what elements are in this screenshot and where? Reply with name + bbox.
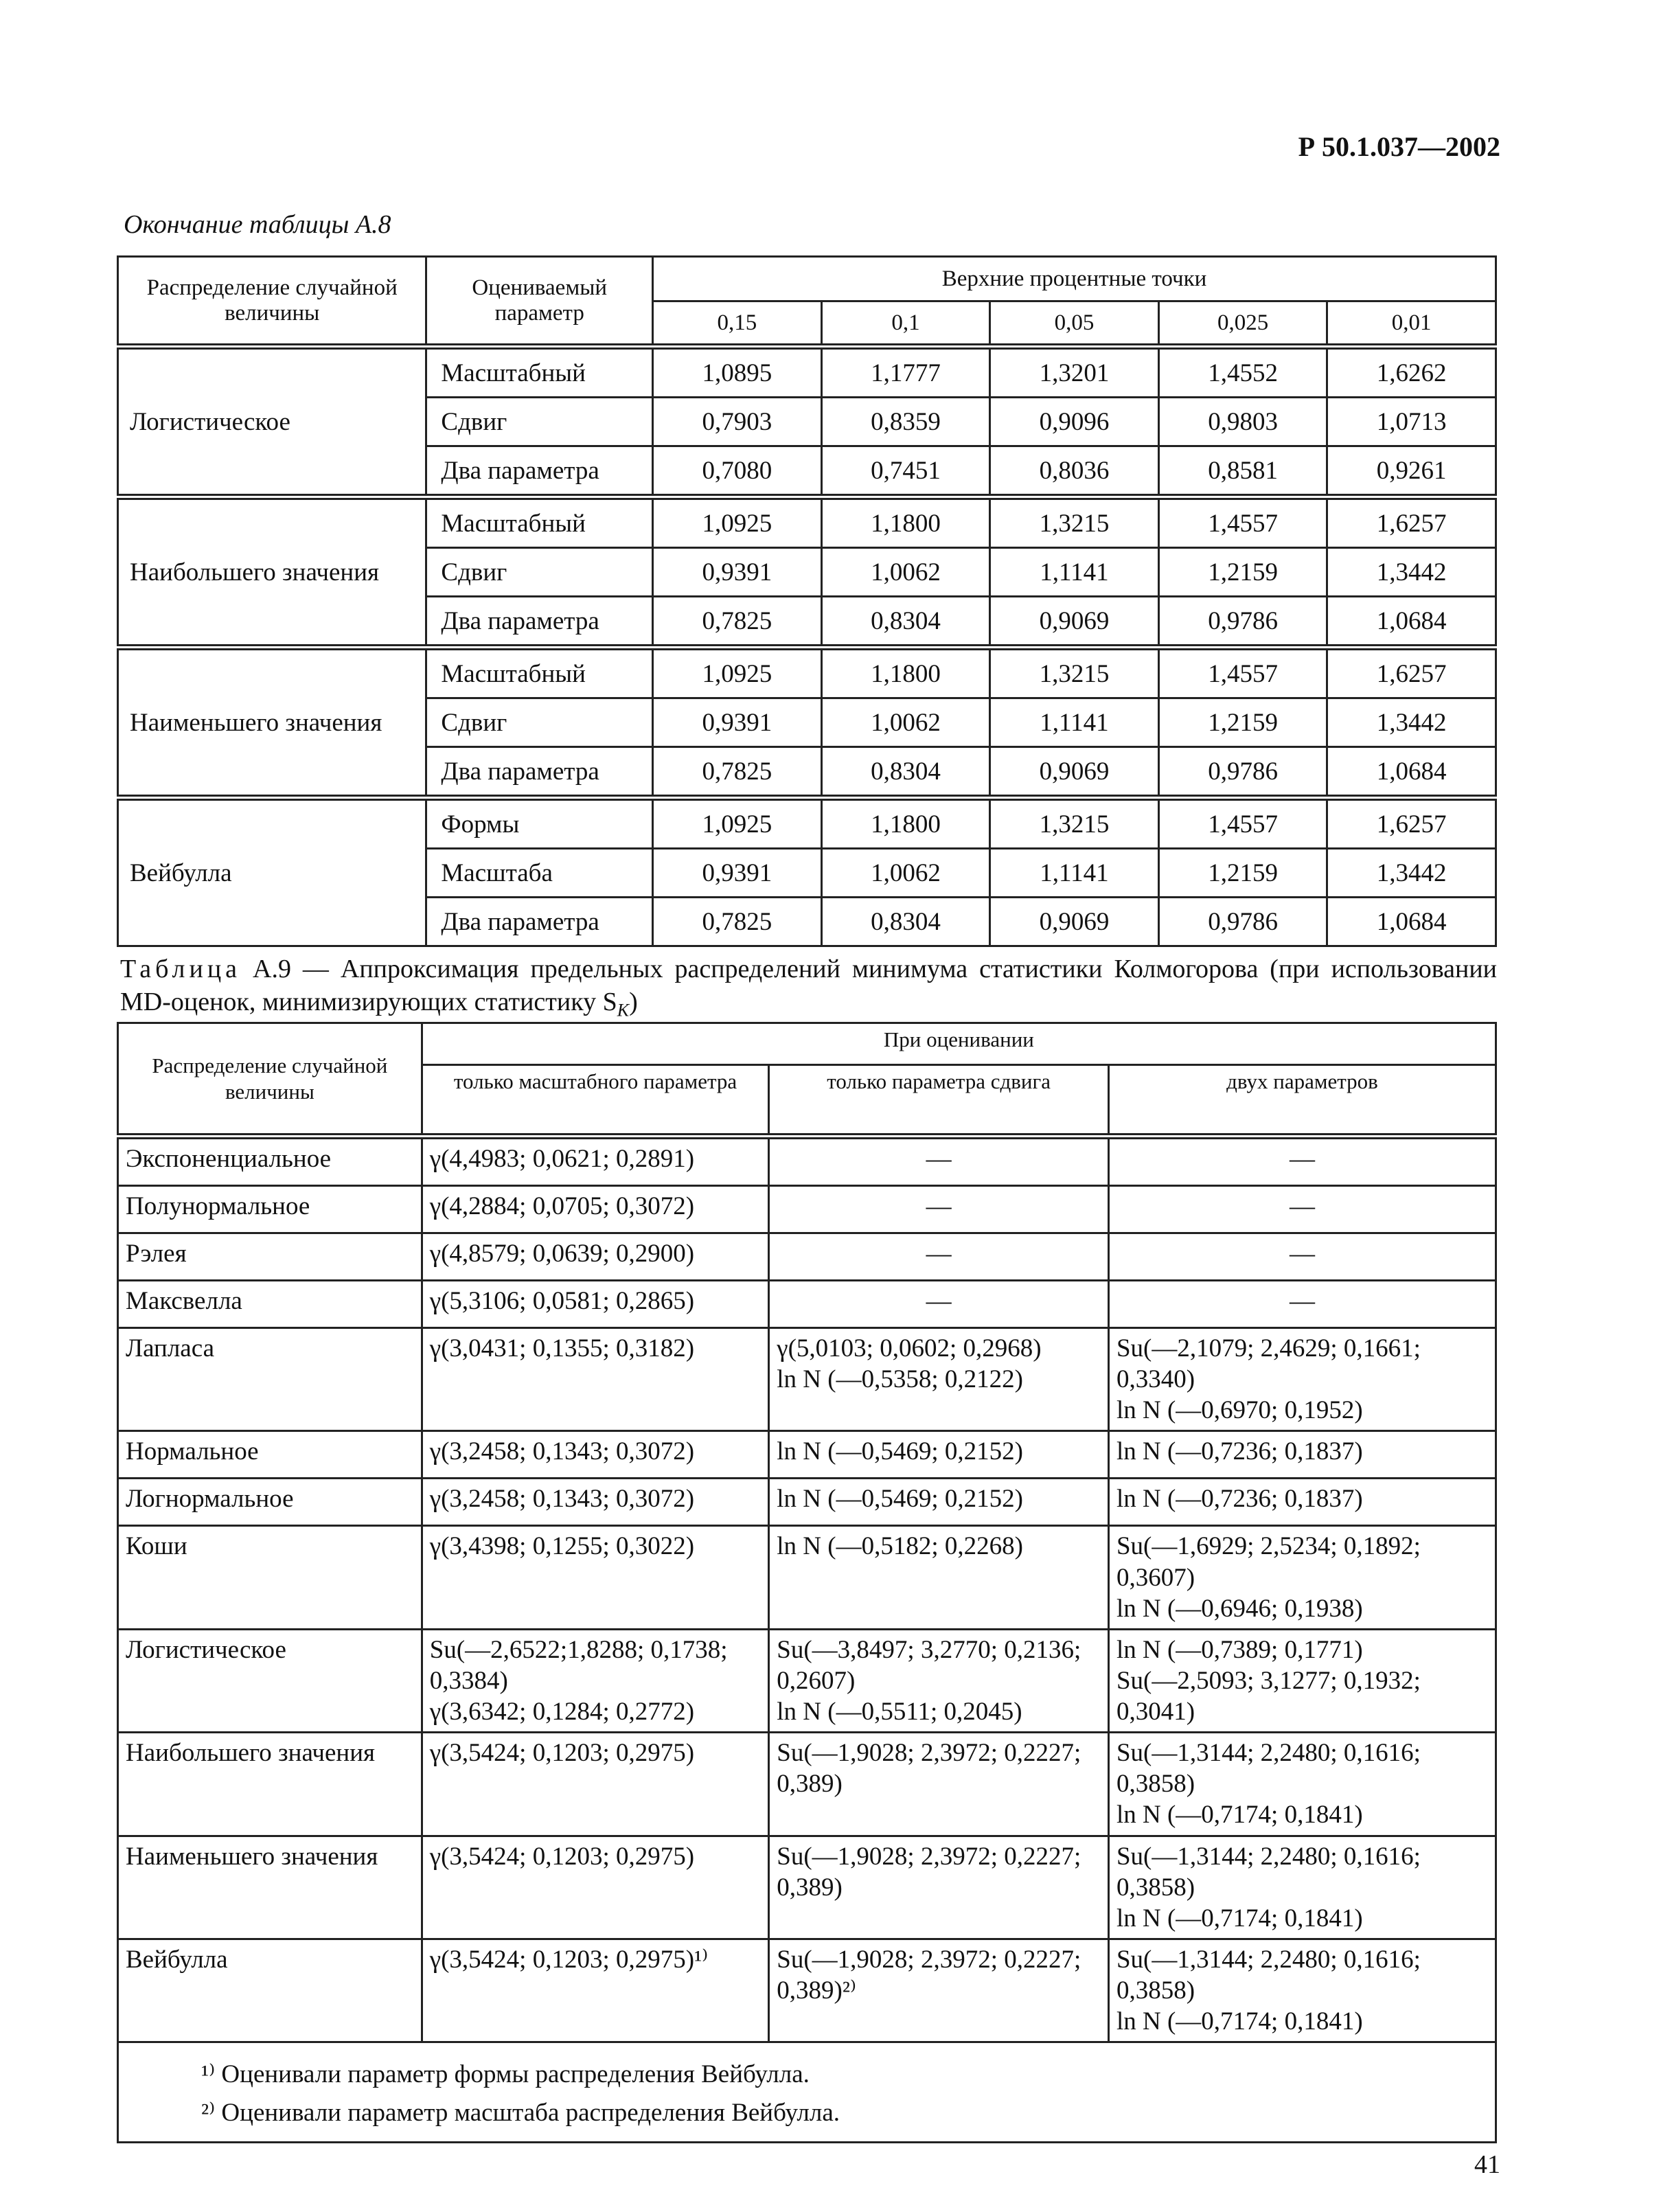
cell-line: Su(—1,9028; 2,3972; 0,2227; [777,1739,1081,1768]
two-cell [1108,1328,1496,1431]
distribution-cell: Вейбулла [118,1939,422,2042]
value-cell: 0,9391 [653,698,822,747]
table-row [118,1733,1496,1836]
value-cell: 0,9786 [1158,747,1327,798]
distribution-cell: Экспоненциальное [118,1137,422,1186]
value-cell: 1,4557 [1158,798,1327,849]
header-percent-points: Верхние процентные точки [653,257,1496,301]
cell-line: Su(—1,9028; 2,3972; 0,2227; [777,1945,1081,1974]
table-a9-caption [120,953,1497,1022]
distribution-cell: Полунормальное [118,1186,422,1233]
shift-cell [769,1186,1109,1233]
header-level: 0,1 [821,301,990,347]
value-cell: 0,9391 [653,548,822,597]
cell-line: Su(—1,3144; 2,2480; 0,1616; [1116,1945,1421,1974]
scale-cell [422,1431,769,1479]
value-cell: 1,0684 [1327,747,1496,798]
scale-cell [422,1328,769,1431]
distribution-cell: Логистическое [118,1629,422,1732]
distribution-cell: Рэлея [118,1233,422,1281]
two-cell [1108,1186,1496,1233]
header-level: 0,05 [990,301,1159,347]
cell-line: γ(4,4983; 0,0621; 0,2891) [429,1145,695,1173]
cell-line: — [1289,1240,1315,1268]
value-cell: 0,9391 [653,849,822,898]
parameter-cell: Сдвиг [426,698,653,747]
cell-line: γ(3,2458; 0,1343; 0,3072) [429,1437,695,1466]
cell-line: 0,389) [777,1873,843,1902]
header-estimation: При оценивании [422,1023,1496,1065]
cell-line: ln N (—0,5358; 0,2122) [777,1365,1023,1394]
cell-line: ln N (—0,5469; 0,2152) [777,1485,1023,1514]
shift-cell [769,1733,1109,1836]
caption-label: Таблица [120,955,242,983]
value-cell: 1,0925 [653,798,822,849]
value-cell: 1,2159 [1158,698,1327,747]
value-cell: 1,0925 [653,648,822,698]
cell-line: ln N (—0,7174; 0,1841) [1116,1801,1363,1829]
table-row [118,1939,1496,2042]
value-cell: 1,0895 [653,347,822,398]
scale-cell [422,1281,769,1328]
value-cell: 0,9786 [1158,597,1327,648]
value-cell: 1,0062 [821,548,990,597]
value-cell: 0,8581 [1158,446,1327,497]
parameter-cell: Масштаба [426,849,653,898]
cell-line: Su(—2,1079; 2,4629; 0,1661; [1116,1334,1421,1362]
shift-cell [769,1137,1109,1186]
two-cell [1108,1733,1496,1836]
cell-line: γ(3,6342; 0,1284; 0,2772) [429,1698,695,1726]
value-cell: 1,3215 [990,497,1159,548]
value-cell: 0,7825 [653,597,822,648]
shift-cell [769,1328,1109,1431]
value-cell: 1,0684 [1327,898,1496,946]
value-cell: 0,7080 [653,446,822,497]
cell-line: 0,389)²⁾ [777,1976,857,2005]
cell-line: Su(—1,6929; 2,5234; 0,1892; [1116,1532,1421,1561]
page-number: 41 [1474,2150,1500,2179]
cell-line: ln N (—0,7236; 0,1837) [1116,1485,1363,1514]
cell-line: γ(3,0431; 0,1355; 0,3182) [429,1334,695,1362]
document-code: Р 50.1.037—2002 [1298,131,1500,162]
scale-cell [422,1733,769,1836]
table-a8 [117,255,1497,947]
cell-line: ln N (—0,7174; 0,1841) [1116,2007,1363,2036]
table-row [118,648,1496,698]
footnote: ²⁾ Оценивали параметр масштаба распределения Вейбулла. [201,2098,840,2127]
value-cell: 1,4552 [1158,347,1327,398]
cell-line: ln N (—0,5511; 0,2045) [777,1698,1022,1726]
caption-close: ) [629,987,638,1016]
scale-cell [422,1939,769,2042]
cell-line: Su(—3,8497; 3,2770; 0,2136; [777,1635,1081,1664]
cell-line: — [926,1192,952,1220]
shift-cell [769,1479,1109,1526]
two-cell [1108,1526,1496,1629]
value-cell: 1,3442 [1327,548,1496,597]
value-cell: 0,9069 [990,898,1159,946]
value-cell: 1,3215 [990,648,1159,698]
footnote: ¹⁾ Оценивали параметр формы распределения Вейбулла. [201,2060,810,2089]
value-cell: 1,0684 [1327,597,1496,648]
cell-line: 0,3858) [1116,1770,1195,1799]
table-row [118,1431,1496,1479]
value-cell: 0,8304 [821,597,990,648]
value-cell: 0,8359 [821,398,990,446]
two-cell [1108,1939,1496,2042]
parameter-cell: Формы [426,798,653,849]
value-cell: 1,6257 [1327,648,1496,698]
header-shift-only: только параметра сдвига [769,1065,1109,1137]
table-row [118,1629,1496,1732]
cell-line: ln N (—0,7389; 0,1771) [1116,1635,1363,1664]
value-cell: 1,6257 [1327,497,1496,548]
cell-line: — [926,1240,952,1268]
cell-line: 0,3384) [429,1666,508,1695]
value-cell: 1,0925 [653,497,822,548]
value-cell: 0,9069 [990,597,1159,648]
cell-line: γ(5,3106; 0,0581; 0,2865) [429,1287,695,1315]
cell-line: ln N (—0,7174; 0,1841) [1116,1904,1363,1932]
cell-line: 0,3340) [1116,1365,1195,1394]
table-row [118,497,1496,548]
cell-line: γ(4,8579; 0,0639; 0,2900) [429,1240,695,1268]
parameter-cell: Два параметра [426,747,653,798]
cell-line: Su(—1,3144; 2,2480; 0,1616; [1116,1739,1421,1768]
header-scale-only: только масштабного параметра [422,1065,769,1137]
distribution-cell: Наибольшего значения [118,497,426,648]
cell-line: 0,3041) [1116,1698,1195,1726]
distribution-cell: Максвелла [118,1281,422,1328]
parameter-cell: Масштабный [426,648,653,698]
value-cell: 0,8304 [821,898,990,946]
parameter-cell: Два параметра [426,597,653,648]
value-cell: 0,7825 [653,747,822,798]
cell-line: ln N (—0,6946; 0,1938) [1116,1594,1363,1623]
parameter-cell: Два параметра [426,446,653,497]
cell-line: γ(3,5424; 0,1203; 0,2975)¹⁾ [429,1945,709,1974]
distribution-cell: Наименьшего значения [118,648,426,798]
value-cell: 1,4557 [1158,497,1327,548]
two-cell [1108,1233,1496,1281]
cell-line: ln N (—0,6970; 0,1952) [1116,1396,1363,1425]
table-row [118,347,1496,398]
header-level: 0,15 [653,301,822,347]
table-row [118,1233,1496,1281]
table-footnotes [118,2042,1496,2143]
value-cell: 0,7451 [821,446,990,497]
header-distribution: Распределение случайной величины [118,257,426,347]
value-cell: 1,0062 [821,698,990,747]
value-cell: 1,1800 [821,648,990,698]
cell-line: Su(—1,9028; 2,3972; 0,2227; [777,1842,1081,1871]
distribution-cell: Нормальное [118,1431,422,1479]
two-cell [1108,1836,1496,1939]
cell-line: — [926,1287,952,1315]
cell-line: γ(3,4398; 0,1255; 0,3022) [429,1532,695,1561]
caption-number: А.9 [253,955,291,983]
two-cell [1108,1431,1496,1479]
value-cell: 1,2159 [1158,849,1327,898]
header-two-params: двух параметров [1108,1065,1496,1137]
header-level: 0,025 [1158,301,1327,347]
table-row [118,798,1496,849]
value-cell: 1,1800 [821,798,990,849]
value-cell: 1,3215 [990,798,1159,849]
distribution-cell: Вейбулла [118,798,426,946]
value-cell: 1,1141 [990,698,1159,747]
cell-line: Su(—2,6522;1,8288; 0,1738; [429,1635,728,1664]
shift-cell [769,1526,1109,1629]
cell-line: γ(3,5424; 0,1203; 0,2975) [429,1842,695,1871]
cell-line: — [1289,1287,1315,1315]
shift-cell [769,1233,1109,1281]
value-cell: 1,1141 [990,548,1159,597]
cell-line: 0,2607) [777,1666,856,1695]
two-cell [1108,1281,1496,1328]
scale-cell [422,1526,769,1629]
two-cell [1108,1479,1496,1526]
distribution-cell: Лапласа [118,1328,422,1431]
shift-cell [769,1281,1109,1328]
table-row [118,1479,1496,1526]
shift-cell [769,1629,1109,1732]
value-cell: 1,1777 [821,347,990,398]
cell-line: — [1289,1145,1315,1173]
cell-line: 0,389) [777,1770,843,1799]
scale-cell [422,1137,769,1186]
value-cell: 1,3442 [1327,849,1496,898]
parameter-cell: Сдвиг [426,548,653,597]
distribution-cell: Наибольшего значения [118,1733,422,1836]
caption-subscript: K [617,1000,630,1021]
two-cell [1108,1629,1496,1732]
cell-line: 0,3607) [1116,1563,1195,1592]
continuation-caption: Окончание таблицы А.8 [124,210,391,239]
table-row [118,1526,1496,1629]
cell-line: γ(3,5424; 0,1203; 0,2975) [429,1739,695,1768]
value-cell: 0,9069 [990,747,1159,798]
value-cell: 1,3442 [1327,698,1496,747]
value-cell: 1,3201 [990,347,1159,398]
cell-line: Su(—1,3144; 2,2480; 0,1616; [1116,1842,1421,1871]
value-cell: 1,0713 [1327,398,1496,446]
cell-line: ln N (—0,5469; 0,2152) [777,1437,1023,1466]
header-distribution: Распределение случайной величины [118,1023,422,1137]
header-parameter: Оцениваемый параметр [426,257,653,347]
cell-line: 0,3858) [1116,1873,1195,1902]
distribution-cell: Наименьшего значения [118,1836,422,1939]
value-cell: 1,6257 [1327,798,1496,849]
table-row [118,1186,1496,1233]
cell-line: — [926,1145,952,1173]
cell-line: γ(4,2884; 0,0705; 0,3072) [429,1192,695,1220]
table-row [118,1836,1496,1939]
parameter-cell: Сдвиг [426,398,653,446]
scale-cell [422,1836,769,1939]
scale-cell [422,1186,769,1233]
value-cell: 0,7903 [653,398,822,446]
value-cell: 0,9803 [1158,398,1327,446]
shift-cell [769,1939,1109,2042]
cell-line: γ(3,2458; 0,1343; 0,3072) [429,1485,695,1514]
distribution-cell: Логнормальное [118,1479,422,1526]
cell-line: ln N (—0,7236; 0,1837) [1116,1437,1363,1466]
value-cell: 1,1141 [990,849,1159,898]
value-cell: 1,4557 [1158,648,1327,698]
value-cell: 0,8304 [821,747,990,798]
cell-line: Su(—2,5093; 3,1277; 0,1932; [1116,1666,1421,1695]
cell-line: 0,3858) [1116,1976,1195,2005]
value-cell: 1,2159 [1158,548,1327,597]
table-row [118,1281,1496,1328]
caption-text: — Аппроксимация предельных распределений минимума статистики Колмогорова (при использовании MD-оценок, минимизирующих статистику S [120,955,1498,1016]
value-cell: 1,1800 [821,497,990,548]
scale-cell [422,1233,769,1281]
shift-cell [769,1836,1109,1939]
value-cell: 1,0062 [821,849,990,898]
value-cell: 1,6262 [1327,347,1496,398]
cell-line: — [1289,1192,1315,1220]
two-cell [1108,1137,1496,1186]
parameter-cell: Два параметра [426,898,653,946]
shift-cell [769,1431,1109,1479]
value-cell: 0,8036 [990,446,1159,497]
table-row [118,1328,1496,1431]
table-a9 [117,1022,1497,2143]
scale-cell [422,1629,769,1732]
value-cell: 0,9096 [990,398,1159,446]
distribution-cell: Коши [118,1526,422,1629]
value-cell: 0,9261 [1327,446,1496,497]
value-cell: 0,7825 [653,898,822,946]
value-cell: 0,9786 [1158,898,1327,946]
table-row [118,1137,1496,1186]
scale-cell [422,1479,769,1526]
cell-line: ln N (—0,5182; 0,2268) [777,1532,1023,1561]
distribution-cell: Логистическое [118,347,426,497]
parameter-cell: Масштабный [426,347,653,398]
header-level: 0,01 [1327,301,1496,347]
parameter-cell: Масштабный [426,497,653,548]
cell-line: γ(5,0103; 0,0602; 0,2968) [777,1334,1042,1362]
